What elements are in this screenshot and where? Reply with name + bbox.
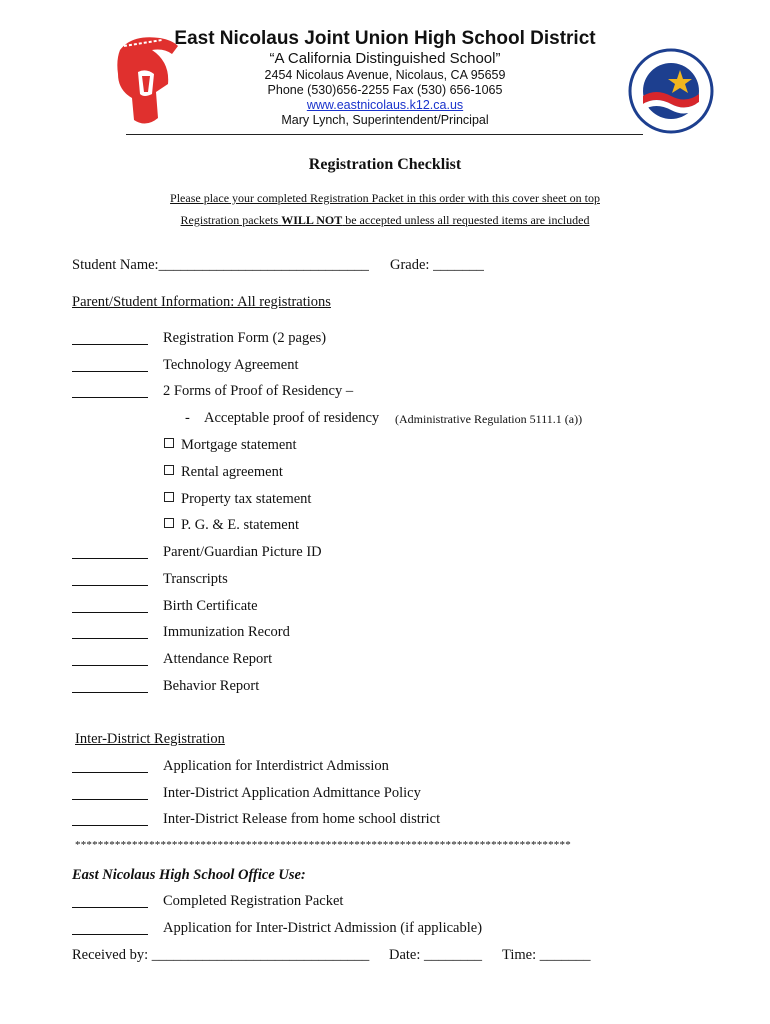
checklist-item: Registration Form (2 pages) [163,330,327,346]
received-by-field[interactable]: Received by: ______________________________ [72,947,370,963]
superintendent-name: Mary Lynch, Superintendent/Principal [281,113,489,127]
checklist-all-registrations [0,330,770,710]
district-phone-fax: Phone (530)656-2255 Fax (530) 656-1065 [267,83,503,97]
instruction-line-2: Registration packets WILL NOT be accepted unless all requested items are included [180,213,590,227]
residency-regulation: (Administrative Regulation 5111.1 (a)) [395,412,583,426]
header-divider [126,134,643,135]
checkbox-line[interactable] [72,811,148,826]
checklist-item: Technology Agreement [163,357,299,373]
checkbox-line[interactable] [72,785,148,800]
residency-dash: - [185,410,190,426]
checklist-item: Transcripts [163,571,228,587]
checkbox-line[interactable] [72,920,148,935]
student-name-field[interactable]: Student Name:_____________________________ [72,257,369,273]
empty-checkbox-icon[interactable] [164,465,174,475]
grade-field[interactable]: Grade: _______ [390,257,484,273]
checklist-item: Application for Inter-District Admission (if applicable) [163,920,483,936]
district-address: 2454 Nicolaus Avenue, Nicolaus, CA 95659 [264,68,506,82]
district-website-link[interactable]: www.eastnicolaus.k12.ca.us [306,98,464,112]
checkbox-line[interactable] [72,893,148,908]
residency-option[interactable]: Rental agreement [164,464,283,481]
checkbox-line[interactable] [72,651,148,666]
checklist-item: Behavior Report [163,678,260,694]
checkbox-line[interactable] [72,330,148,345]
checklist-item: Completed Registration Packet [163,893,344,909]
checkbox-line[interactable] [72,678,148,693]
checklist-inter-district [0,758,770,838]
checklist-item: 2 Forms of Proof of Residency – [163,383,354,399]
checkbox-line[interactable] [72,357,148,372]
empty-checkbox-icon[interactable] [164,492,174,502]
checkbox-line[interactable] [72,571,148,586]
checklist-item: Inter-District Release from home school district [163,811,441,827]
checkbox-line[interactable] [72,383,148,398]
document-title: Registration Checklist [308,156,462,173]
received-time-field[interactable]: Time: _______ [502,947,591,963]
residency-label: Acceptable proof of residency [204,410,380,426]
checklist-item: Application for Interdistrict Admission [163,758,389,774]
checkbox-line[interactable] [72,598,148,613]
district-name: East Nicolaus Joint Union High School District [174,28,596,49]
residency-option[interactable]: P. G. & E. statement [164,517,299,534]
empty-checkbox-icon[interactable] [164,518,174,528]
empty-checkbox-icon[interactable] [164,438,174,448]
school-motto: “A California Distinguished School” [269,50,501,67]
checkbox-line[interactable] [72,758,148,773]
instruction-line-1: Please place your completed Registration Packet in this order with this cover sheet on top [170,191,600,205]
residency-option[interactable]: Mortgage statement [164,437,297,454]
asterisk-separator: *************************************************************************************** [75,839,571,851]
received-date-field[interactable]: Date: ________ [389,947,483,963]
residency-option[interactable]: Property tax statement [164,491,311,508]
checklist-item: Immunization Record [163,624,290,640]
section-heading-inter-district: Inter-District Registration [75,731,225,747]
checkbox-line[interactable] [72,624,148,639]
checklist-item: Parent/Guardian Picture ID [163,544,322,560]
checklist-item: Birth Certificate [163,598,258,614]
checklist-item: Inter-District Application Admittance Policy [163,785,421,801]
section-heading-all-registrations: Parent/Student Information: All registrations [72,294,331,310]
instruction-emphasis: WILL NOT [281,213,343,227]
checkbox-line[interactable] [72,544,148,559]
checklist-item: Attendance Report [163,651,273,667]
office-use-checklist [0,893,770,953]
office-use-heading: East Nicolaus High School Office Use: [72,867,306,883]
